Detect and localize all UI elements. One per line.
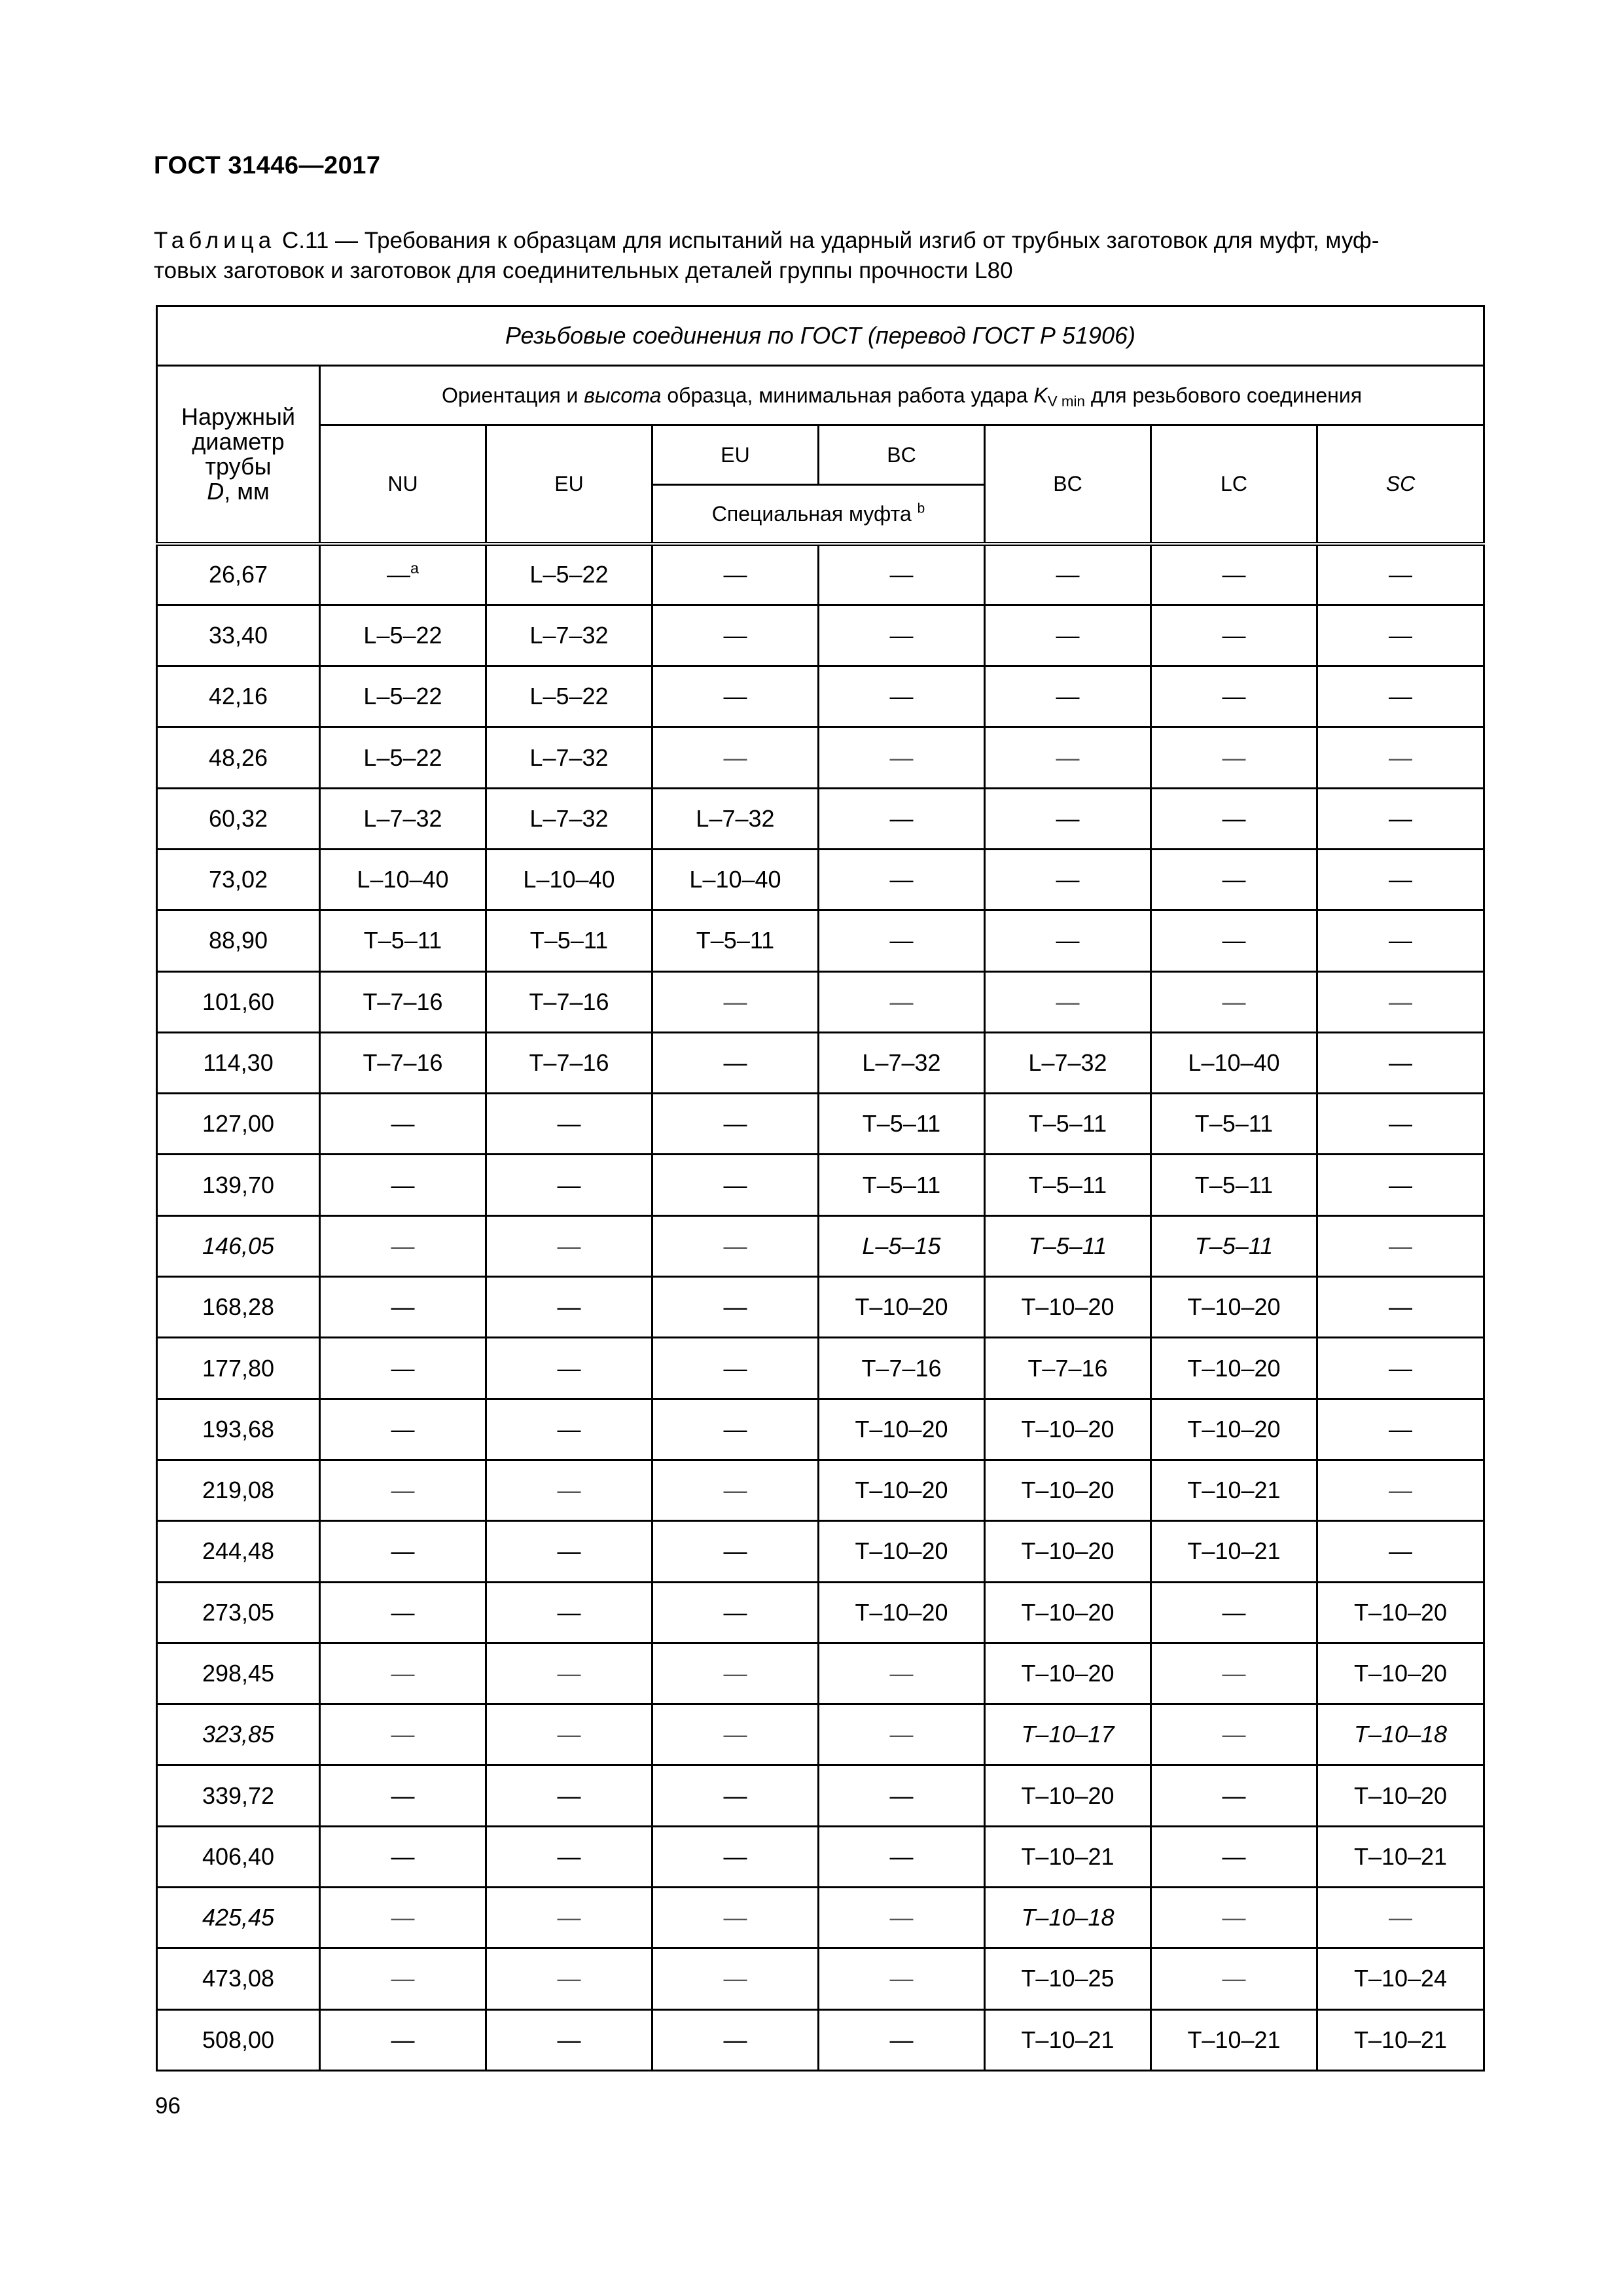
value-cell: — bbox=[1151, 605, 1317, 666]
value-cell: T–10–20 bbox=[985, 1582, 1151, 1643]
value-cell: — bbox=[320, 1826, 486, 1887]
value-cell: — bbox=[819, 1826, 985, 1887]
value-cell: T–5–11 bbox=[985, 1155, 1151, 1215]
value-cell: T–10–20 bbox=[1151, 1338, 1317, 1399]
value-cell: — bbox=[1151, 1582, 1317, 1643]
value-cell: L–10–40 bbox=[486, 849, 652, 910]
value-cell: — bbox=[320, 1765, 486, 1826]
value-cell: — bbox=[1317, 1338, 1484, 1399]
value-cell: — bbox=[819, 910, 985, 971]
value-cell: — bbox=[652, 1521, 819, 1582]
value-cell: T–10–21 bbox=[1317, 2009, 1484, 2070]
value-cell: — bbox=[1317, 1521, 1484, 1582]
value-cell: — bbox=[1151, 1643, 1317, 1704]
value-cell: — bbox=[819, 1948, 985, 2009]
value-cell: — bbox=[819, 849, 985, 910]
document-number: ГОСТ 31446—2017 bbox=[154, 152, 381, 179]
value-cell: — bbox=[1317, 605, 1484, 666]
value-cell: — bbox=[1317, 544, 1484, 605]
value-cell: L–5–22 bbox=[320, 666, 486, 727]
diameter-cell: 508,00 bbox=[157, 2009, 320, 2070]
value-cell: — bbox=[652, 1704, 819, 1765]
value-cell: T–10–21 bbox=[1151, 1460, 1317, 1520]
value-cell: — bbox=[819, 666, 985, 727]
value-cell: — bbox=[652, 1338, 819, 1399]
table-row bbox=[157, 1948, 1484, 2009]
value-cell: L–7–32 bbox=[486, 727, 652, 788]
value-cell: T–10–20 bbox=[819, 1460, 985, 1520]
value-cell: — bbox=[320, 1643, 486, 1704]
value-cell: T–10–24 bbox=[1317, 1948, 1484, 2009]
value-cell: — bbox=[1151, 788, 1317, 849]
value-cell: — bbox=[1151, 727, 1317, 788]
footnote-marker: a bbox=[410, 560, 419, 577]
value-cell: — bbox=[652, 1215, 819, 1276]
diameter-cell: 339,72 bbox=[157, 1765, 320, 1826]
value-cell: — bbox=[320, 1094, 486, 1155]
value-cell: — bbox=[652, 1888, 819, 1948]
value-cell: T–10–20 bbox=[1317, 1643, 1484, 1704]
diameter-cell: 219,08 bbox=[157, 1460, 320, 1520]
value-cell: — bbox=[320, 2009, 486, 2070]
table-row bbox=[157, 1215, 1484, 1276]
diameter-cell: 298,45 bbox=[157, 1643, 320, 1704]
value-cell: — bbox=[652, 971, 819, 1032]
table-row bbox=[157, 1826, 1484, 1887]
caption-title: С.11 — Требования к образцам для испытаний на ударный изгиб от трубных заготовок для муфт, муф- bbox=[276, 228, 1380, 253]
value-cell: — bbox=[985, 544, 1151, 605]
diameter-cell: 323,85 bbox=[157, 1704, 320, 1765]
value-cell: — bbox=[1151, 544, 1317, 605]
value-cell: L–7–32 bbox=[486, 605, 652, 666]
value-cell: — bbox=[486, 1948, 652, 2009]
table-row bbox=[157, 1582, 1484, 1643]
value-cell: — bbox=[819, 971, 985, 1032]
value-cell: — bbox=[652, 605, 819, 666]
value-cell: T–7–16 bbox=[320, 971, 486, 1032]
value-cell: — bbox=[486, 1460, 652, 1520]
table-row bbox=[157, 1399, 1484, 1460]
table-row bbox=[157, 788, 1484, 849]
caption-title-line2: товых заготовок и заготовок для соединительных деталей группы прочности L80 bbox=[154, 258, 1013, 283]
value-cell: — bbox=[652, 544, 819, 605]
value-cell: T–5–11 bbox=[985, 1215, 1151, 1276]
value-cell: — bbox=[652, 1155, 819, 1215]
value-cell: T–10–25 bbox=[985, 1948, 1151, 2009]
value-cell: — bbox=[320, 1888, 486, 1948]
value-cell: — bbox=[1317, 1460, 1484, 1520]
value-cell: — bbox=[320, 1948, 486, 2009]
impact-test-table bbox=[156, 305, 1485, 2072]
value-cell: T–10–20 bbox=[985, 1643, 1151, 1704]
value-cell: L–7–32 bbox=[985, 1032, 1151, 1093]
value-cell: — bbox=[486, 1643, 652, 1704]
value-cell: — bbox=[1151, 910, 1317, 971]
outer-diameter-header: Наружный диаметр трубы D, мм bbox=[157, 366, 320, 545]
table-row bbox=[157, 605, 1484, 666]
value-cell: T–10–20 bbox=[985, 1277, 1151, 1338]
value-cell: L–7–32 bbox=[652, 788, 819, 849]
value-cell: T–10–20 bbox=[1151, 1277, 1317, 1338]
value-cell: — bbox=[652, 1032, 819, 1093]
table-row bbox=[157, 1094, 1484, 1155]
value-cell: — bbox=[652, 1277, 819, 1338]
value-cell: — bbox=[320, 1704, 486, 1765]
value-cell: — bbox=[1317, 727, 1484, 788]
value-cell: L–5–22 bbox=[486, 666, 652, 727]
col-header-eu-special: EU bbox=[652, 425, 819, 485]
table-row bbox=[157, 1277, 1484, 1338]
table-caption bbox=[154, 226, 1482, 286]
value-cell: — bbox=[1317, 1094, 1484, 1155]
value-cell: L–5–22 bbox=[486, 544, 652, 605]
diameter-cell: 273,05 bbox=[157, 1582, 320, 1643]
threaded-connections-header: Резьбовые соединения по ГОСТ (перевод ГОСТ Р 51906) bbox=[157, 306, 1484, 366]
value-cell: — bbox=[819, 605, 985, 666]
value-cell: — bbox=[1317, 1888, 1484, 1948]
value-cell: —$^a$ bbox=[320, 544, 486, 605]
value-cell: — bbox=[486, 1582, 652, 1643]
value-cell: — bbox=[985, 971, 1151, 1032]
value-cell: T–10–21 bbox=[985, 2009, 1151, 2070]
value-cell: T–10–17 bbox=[985, 1704, 1151, 1765]
table-row bbox=[157, 1032, 1484, 1093]
table-row bbox=[157, 544, 1484, 605]
table-row bbox=[157, 727, 1484, 788]
value-cell: T–10–20 bbox=[985, 1399, 1151, 1460]
table-row bbox=[157, 666, 1484, 727]
diameter-cell: 26,67 bbox=[157, 544, 320, 605]
value-cell: — bbox=[320, 1155, 486, 1215]
value-cell: — bbox=[819, 1643, 985, 1704]
value-cell: — bbox=[1151, 971, 1317, 1032]
value-cell: — bbox=[652, 1582, 819, 1643]
value-cell: — bbox=[320, 1399, 486, 1460]
diameter-cell: 60,32 bbox=[157, 788, 320, 849]
diameter-cell: 73,02 bbox=[157, 849, 320, 910]
value-cell: L–10–40 bbox=[652, 849, 819, 910]
value-cell: T–7–16 bbox=[320, 1032, 486, 1093]
value-cell: — bbox=[486, 1338, 652, 1399]
value-cell: — bbox=[320, 1338, 486, 1399]
table-row bbox=[157, 1765, 1484, 1826]
col-header-bc-special: BC bbox=[819, 425, 985, 485]
value-cell: — bbox=[819, 544, 985, 605]
diameter-cell: 139,70 bbox=[157, 1155, 320, 1215]
value-cell: T–10–21 bbox=[1317, 1826, 1484, 1887]
table-row bbox=[157, 1155, 1484, 1215]
diameter-cell: 168,28 bbox=[157, 1277, 320, 1338]
orientation-header: Ориентация и высота образца, минимальная работа удара $K_{V min}$ для резьбового соединения bbox=[320, 366, 1484, 425]
table-row bbox=[157, 1704, 1484, 1765]
value-cell: — bbox=[652, 1765, 819, 1826]
special-coupling-header: Специальная муфта $^b$ bbox=[652, 485, 985, 545]
value-cell: — bbox=[1151, 1704, 1317, 1765]
value-cell: — bbox=[320, 1460, 486, 1520]
value-cell: L–7–32 bbox=[819, 1032, 985, 1093]
table-row bbox=[157, 2009, 1484, 2070]
value-cell: T–5–11 bbox=[1151, 1155, 1317, 1215]
value-cell: — bbox=[652, 1826, 819, 1887]
value-cell: T–5–11 bbox=[1151, 1094, 1317, 1155]
value-cell: L–7–32 bbox=[320, 788, 486, 849]
value-cell: T–10–20 bbox=[819, 1277, 985, 1338]
value-cell: T–10–20 bbox=[1317, 1582, 1484, 1643]
value-cell: — bbox=[320, 1582, 486, 1643]
value-cell: — bbox=[486, 1277, 652, 1338]
value-cell: — bbox=[1317, 666, 1484, 727]
value-cell: T–10–18 bbox=[985, 1888, 1151, 1948]
value-cell: — bbox=[320, 1277, 486, 1338]
value-cell: — bbox=[652, 1460, 819, 1520]
value-cell: T–5–11 bbox=[819, 1155, 985, 1215]
diameter-cell: 114,30 bbox=[157, 1032, 320, 1093]
table-body bbox=[157, 544, 1484, 2070]
diameter-cell: 42,16 bbox=[157, 666, 320, 727]
value-cell: — bbox=[1317, 788, 1484, 849]
col-header-sc: SC bbox=[1317, 425, 1484, 545]
value-cell: — bbox=[652, 2009, 819, 2070]
value-cell: — bbox=[1151, 1948, 1317, 2009]
value-cell: T–7–16 bbox=[486, 1032, 652, 1093]
table-row bbox=[157, 1888, 1484, 1948]
value-cell: T–10–20 bbox=[985, 1521, 1151, 1582]
value-cell: — bbox=[1151, 1888, 1317, 1948]
table-row bbox=[157, 849, 1484, 910]
diameter-cell: 193,68 bbox=[157, 1399, 320, 1460]
value-cell: — bbox=[652, 1094, 819, 1155]
value-cell: T–10–20 bbox=[985, 1460, 1151, 1520]
value-cell: — bbox=[652, 1948, 819, 2009]
value-cell: — bbox=[652, 1643, 819, 1704]
value-cell: — bbox=[1151, 849, 1317, 910]
value-cell: — bbox=[486, 1521, 652, 1582]
value-cell: — bbox=[985, 605, 1151, 666]
value-cell: — bbox=[819, 788, 985, 849]
col-header-eu: EU bbox=[486, 425, 652, 545]
value-cell: — bbox=[819, 1888, 985, 1948]
value-cell: L–5–15 bbox=[819, 1215, 985, 1276]
value-cell: T–5–11 bbox=[486, 910, 652, 971]
diameter-cell: 101,60 bbox=[157, 971, 320, 1032]
diameter-cell: 244,48 bbox=[157, 1521, 320, 1582]
caption-label: Таблица bbox=[154, 228, 276, 253]
value-cell: L–5–22 bbox=[320, 727, 486, 788]
table-row bbox=[157, 1643, 1484, 1704]
value-cell: — bbox=[652, 727, 819, 788]
value-cell: — bbox=[486, 2009, 652, 2070]
value-cell: — bbox=[985, 849, 1151, 910]
diameter-cell: 473,08 bbox=[157, 1948, 320, 2009]
value-cell: — bbox=[1317, 849, 1484, 910]
diameter-cell: 48,26 bbox=[157, 727, 320, 788]
value-cell: T–10–20 bbox=[985, 1765, 1151, 1826]
value-cell: — bbox=[486, 1704, 652, 1765]
table-row bbox=[157, 1521, 1484, 1582]
value-cell: — bbox=[819, 2009, 985, 2070]
value-cell: — bbox=[486, 1155, 652, 1215]
value-cell: T–5–11 bbox=[652, 910, 819, 971]
value-cell: — bbox=[1317, 910, 1484, 971]
value-cell: T–5–11 bbox=[985, 1094, 1151, 1155]
value-cell: — bbox=[320, 1521, 486, 1582]
value-cell: L–10–40 bbox=[1151, 1032, 1317, 1093]
value-cell: — bbox=[1151, 666, 1317, 727]
col-header-lc: LC bbox=[1151, 425, 1317, 545]
value-cell: T–10–20 bbox=[819, 1582, 985, 1643]
value-cell: T–10–20 bbox=[1317, 1765, 1484, 1826]
value-cell: T–10–21 bbox=[1151, 2009, 1317, 2070]
value-cell: — bbox=[1317, 1277, 1484, 1338]
value-cell: L–10–40 bbox=[320, 849, 486, 910]
value-cell: T–10–20 bbox=[1151, 1399, 1317, 1460]
value-cell: T–7–16 bbox=[486, 971, 652, 1032]
table-row bbox=[157, 910, 1484, 971]
value-cell: — bbox=[1317, 1215, 1484, 1276]
value-cell: T–5–11 bbox=[1151, 1215, 1317, 1276]
col-header-bc: BC bbox=[985, 425, 1151, 545]
value-cell: — bbox=[1317, 1399, 1484, 1460]
value-cell: — bbox=[486, 1215, 652, 1276]
value-cell: T–5–11 bbox=[819, 1094, 985, 1155]
value-cell: L–7–32 bbox=[486, 788, 652, 849]
value-cell: T–10–21 bbox=[985, 1826, 1151, 1887]
value-cell: — bbox=[819, 1704, 985, 1765]
value-cell: — bbox=[486, 1399, 652, 1460]
value-cell: — bbox=[486, 1826, 652, 1887]
diameter-cell: 425,45 bbox=[157, 1888, 320, 1948]
value-cell: T–7–16 bbox=[819, 1338, 985, 1399]
value-cell: — bbox=[652, 666, 819, 727]
value-cell: — bbox=[985, 727, 1151, 788]
value-cell: L–5–22 bbox=[320, 605, 486, 666]
value-cell: — bbox=[985, 788, 1151, 849]
value-cell: — bbox=[652, 1399, 819, 1460]
value-cell: T–5–11 bbox=[320, 910, 486, 971]
value-cell: T–10–20 bbox=[819, 1521, 985, 1582]
value-cell: — bbox=[1151, 1765, 1317, 1826]
value-cell: — bbox=[985, 910, 1151, 971]
value-cell: — bbox=[486, 1888, 652, 1948]
value-cell: — bbox=[1151, 1826, 1317, 1887]
col-header-nu: NU bbox=[320, 425, 486, 545]
value-cell: — bbox=[1317, 971, 1484, 1032]
diameter-cell: 146,05 bbox=[157, 1215, 320, 1276]
value-cell: — bbox=[486, 1765, 652, 1826]
diameter-cell: 88,90 bbox=[157, 910, 320, 971]
value-cell: T–10–18 bbox=[1317, 1704, 1484, 1765]
page-number: 96 bbox=[155, 2093, 181, 2119]
value-cell: — bbox=[819, 1765, 985, 1826]
value-cell: T–7–16 bbox=[985, 1338, 1151, 1399]
value-cell: — bbox=[1317, 1032, 1484, 1093]
diameter-cell: 33,40 bbox=[157, 605, 320, 666]
table-row bbox=[157, 1460, 1484, 1520]
table-row bbox=[157, 971, 1484, 1032]
table-row bbox=[157, 1338, 1484, 1399]
value-cell: — bbox=[1317, 1155, 1484, 1215]
value-cell: — bbox=[486, 1094, 652, 1155]
diameter-cell: 177,80 bbox=[157, 1338, 320, 1399]
value-cell: — bbox=[320, 1215, 486, 1276]
value-cell: T–10–20 bbox=[819, 1399, 985, 1460]
diameter-cell: 127,00 bbox=[157, 1094, 320, 1155]
value-cell: — bbox=[819, 727, 985, 788]
value-cell: T–10–21 bbox=[1151, 1521, 1317, 1582]
diameter-cell: 406,40 bbox=[157, 1826, 320, 1887]
value-cell: — bbox=[985, 666, 1151, 727]
